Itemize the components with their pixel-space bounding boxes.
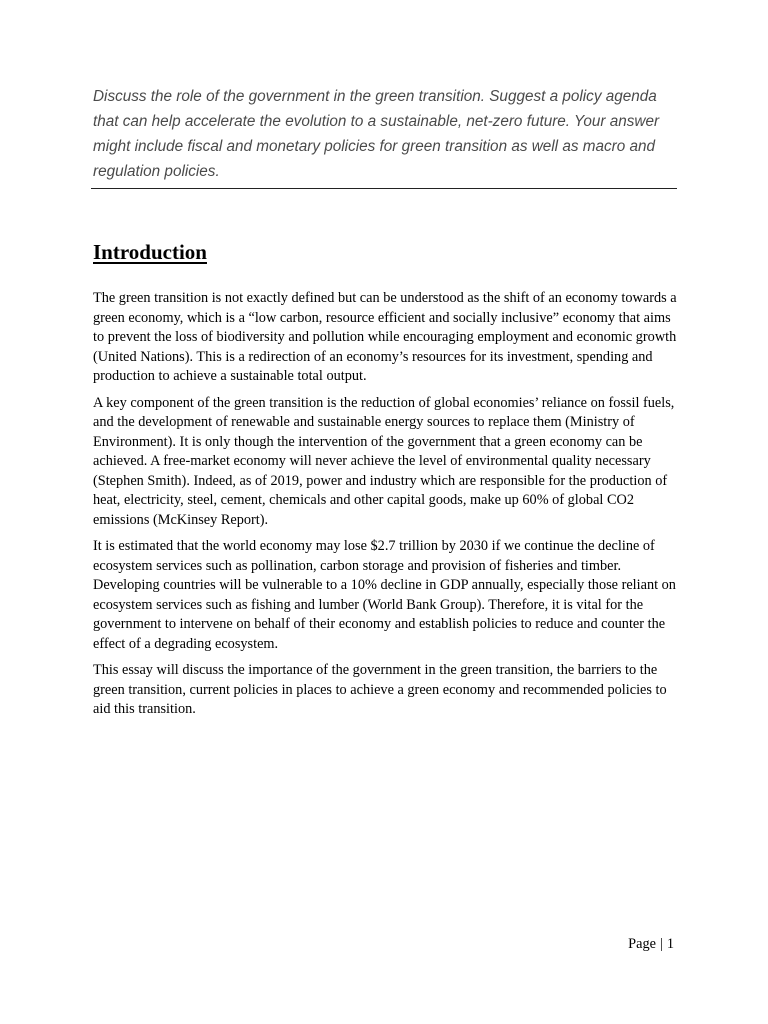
paragraph-2: A key component of the green transition is the reduction of global economies’ reliance on fossil fuels, and the development of renewable and sustainable energy sources to replace them (Ministry of Environment). It is only though the intervention of the government that a green economy can be achieved. A free-market economy will never achieve the level of environmental quality necessary (Stephen Smith). Indeed, as of 2019, power and industry which are responsible for the production of heat, electricity, steel, cement, chemicals and other capital goods, make up 60% of global CO2 emissions (McKinsey Report). [93, 394, 675, 528]
page-label: Page [628, 936, 656, 952]
intro-body [93, 289, 677, 727]
essay-question: Discuss the role of the government in the green transition. Suggest a policy agenda that can help accelerate the evolution to a sustainable, net-zero future. Your answer might include fiscal and monetary policies for green transition as well as macro and regulation policies. [93, 88, 660, 180]
horizontal-divider [91, 188, 677, 189]
page-footer [628, 934, 674, 954]
page-number: 1 [666, 936, 674, 952]
paragraph-1: The green transition is not exactly defined but can be understood as the shift of an economy towards a green economy, which is a “low carbon, resource efficient and socially inclusive” economy that aims to prevent the loss of biodiversity and pollution while encouraging employment and economic growth (United Nations). This is a redirection of an economy’s resources for its investment, spending and production to achieve a sustainable total output. [93, 290, 677, 384]
page-separator: | [659, 936, 663, 952]
paragraph-4: This essay will discuss the importance of the government in the green transition, the barriers to the green transition, current policies in places to achieve a green economy and recommended policies to aid this transition. [93, 662, 667, 717]
paragraph-3: It is estimated that the world economy may lose $2.7 trillion by 2030 if we continue the decline of ecosystem services such as pollination, carbon storage and provision of fisheries and timber. Developing countries will be vulnerable to a 10% decline in GDP annually, especially those reliant on ecosystem services such as fishing and lumber (World Bank Group). Therefore, it is vital for the government to intervene on behalf of their economy and establish policies to reduce and counter the effect of a degrading ecosystem. [93, 538, 676, 652]
section-heading: Introduction [93, 240, 207, 264]
